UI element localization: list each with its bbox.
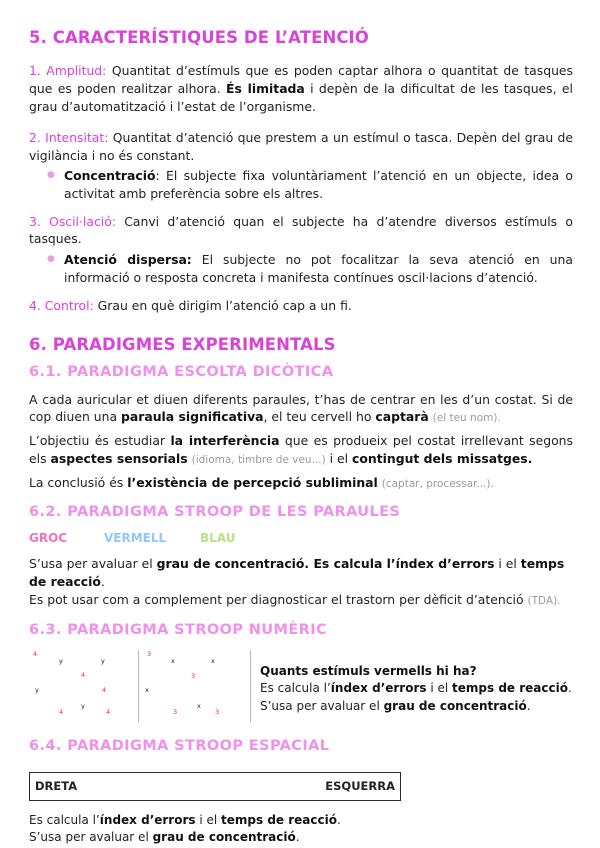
- note-span: (idioma, timbre de veu...): [191, 453, 326, 466]
- section-6-title: 6. PARADIGMES EXPERIMENTALS: [29, 334, 336, 354]
- bold-span: grau de concentració: [156, 556, 305, 572]
- grid-stimulus: x: [197, 701, 201, 710]
- bold-span: captarà: [375, 409, 429, 425]
- subsection-6-2-title: 6.2. PARADIGMA STROOP DE LES PARAULES: [29, 503, 401, 520]
- note-span: (captar, processar...).: [381, 477, 494, 490]
- bold-span: índex d’errors: [395, 556, 495, 572]
- grid-stimulus: y: [101, 656, 105, 665]
- stroop-word-blau: BLAU: [200, 531, 236, 546]
- concentracio-label: Concentració: [64, 168, 156, 184]
- text-span: A cada auricular et diuen diferents paraules, t’has de centrar en les d’un costat. Si de cop diuen una: [29, 391, 573, 425]
- grid-stimulus: y: [81, 701, 85, 710]
- text-span: .: [295, 829, 300, 844]
- stroop-numeric-block: [29, 650, 573, 722]
- bullet-dot-icon: ●: [47, 253, 55, 264]
- bold-span: l’existència de percepció subliminal: [127, 474, 378, 490]
- intensitat-text: Quantitat d’atenció que prestem a un estímul o tasca. Depèn del grau de vigilància i no és constant.: [29, 130, 574, 163]
- text-span: Es calcula l’: [29, 812, 100, 827]
- bullet-dot-icon: ●: [47, 170, 55, 181]
- text-span: que es produeix pel costat irrellevant segons els: [29, 433, 573, 466]
- grid-stimulus: y: [59, 656, 63, 665]
- text-span: .: [336, 812, 341, 827]
- bold-span: . Es calcula l’: [304, 556, 396, 572]
- spatial-word-esquerra: ESQUERRA: [325, 778, 395, 793]
- grid-stimulus: 3: [215, 707, 220, 716]
- amplitud-text: Quantitat d’estímuls que es poden captar alhora o quantitat de tasques que es poden realitzar alhora.: [29, 63, 574, 97]
- text-span: S’usa per avaluar el: [29, 556, 157, 572]
- grid-stimulus: 3: [191, 671, 196, 680]
- oscillacio-text: Canvi d’atenció quan el subjecte ha d’atendre diversos estímuls o tasques.: [29, 213, 573, 247]
- bold-span: temps de reacció: [29, 556, 565, 589]
- text-span: i el: [195, 812, 222, 827]
- amplitud-paragraph: [29, 62, 573, 115]
- amplitud-label: 1. Amplitud:: [29, 63, 107, 79]
- control-text: Grau en què dirigim l’atenció cap a un fi.: [93, 298, 352, 314]
- stroop-spatial-text: [29, 812, 573, 847]
- text-span: i el: [494, 556, 521, 572]
- stroop-words-row: [29, 530, 573, 547]
- stroop-spatial-bar: [29, 772, 401, 801]
- grid-stimulus: x: [171, 656, 175, 665]
- bold-span: índex d’errors: [99, 812, 196, 827]
- bold-span: temps de reacció: [452, 681, 568, 696]
- atencio-dispersa-bullet: [47, 251, 573, 286]
- text-span: i el: [426, 681, 453, 696]
- subsection-6-1-title: 6.1. PARADIGMA ESCOLTA DICÒTICA: [29, 364, 334, 381]
- text-span: Es calcula l’: [260, 681, 331, 696]
- subsection-6-3-title: 6.3. PARADIGMA STROOP NUMÈRIC: [29, 622, 328, 639]
- text-span: .: [100, 573, 105, 589]
- grid-stimulus: 4: [106, 707, 111, 716]
- section-5-title: 5. CARACTERÍSTIQUES DE L’ATENCIÓ: [29, 28, 369, 47]
- control-label: 4. Control:: [29, 298, 94, 314]
- grid-stimulus: 3: [173, 707, 178, 716]
- atencio-dispersa-label: Atenció dispersa:: [64, 251, 192, 267]
- grid-stimulus: 3: [147, 649, 152, 658]
- text-span: La conclusió és: [29, 474, 128, 490]
- text-span: , el teu cervell ho: [263, 409, 376, 425]
- bold-span: aspectes sensorials: [50, 450, 188, 466]
- stroop-numeric-grid-1: [29, 650, 139, 722]
- subsection-6-4-title: 6.4. PARADIGMA STROOP ESPACIAL: [29, 737, 330, 754]
- note-span: (TDA).: [527, 594, 561, 607]
- text-span: .: [526, 698, 531, 713]
- atencio-dispersa-text: El subjecte no pot focalitzar la seva atenció en una informació o resposta concreta i manifesta contínues oscil·lacions d’atenció.: [64, 251, 573, 285]
- spatial-word-dreta: DRETA: [35, 778, 78, 793]
- concentracio-text: : El subjecte fixa voluntàriament l’atenció en un objecte, idea o activitat amb preferència sobre els altres.: [64, 168, 573, 202]
- document-page: [29, 26, 573, 846]
- grid-stimulus: 4: [59, 707, 64, 716]
- intensitat-label: 2. Intensitat:: [29, 130, 109, 146]
- concentracio-bullet: [47, 167, 573, 202]
- grid-stimulus: y: [35, 685, 39, 694]
- bold-span: paraula significativa: [121, 409, 264, 425]
- escolta-paragraph-3: [29, 474, 573, 492]
- text-span: S’usa per avaluar el: [29, 829, 153, 844]
- escolta-paragraph-1: [29, 391, 573, 427]
- stroop-numeric-grid-2: [139, 650, 251, 722]
- bold-span: la interferència: [170, 433, 280, 449]
- amplitud-text-2: i depèn de la dificultat de les tasques, el grau d’automatització i l’estat de l’organisme.: [29, 81, 573, 114]
- bold-span: temps de reacció: [221, 812, 337, 827]
- stroop-numeric-text: [260, 650, 572, 722]
- amplitud-bold: És limitada: [226, 81, 305, 97]
- bold-span: contingut dels missatges.: [352, 450, 533, 466]
- grid-stimulus: 4: [81, 670, 86, 679]
- oscillacio-paragraph: [29, 213, 573, 248]
- grid-stimulus: 4: [102, 685, 107, 694]
- stroop-word-vermell: VERMELL: [104, 531, 167, 546]
- control-paragraph: [29, 297, 573, 315]
- escolta-paragraph-2: [29, 432, 573, 468]
- stroop-numeric-question: Quants estímuls vermells hi ha?: [260, 663, 477, 678]
- text-span: S’usa per avaluar el: [260, 698, 384, 713]
- bold-span: índex d’errors: [330, 681, 427, 696]
- bold-span: grau de concentració: [152, 829, 296, 844]
- bold-span: grau de concentració: [383, 698, 527, 713]
- text-span: L’objectiu és estudiar: [29, 433, 171, 449]
- text-span: Es pot usar com a complement per diagnosticar el trastorn per dèficit d’atenció: [29, 591, 528, 607]
- stroop-word-groc: GROC: [29, 531, 68, 546]
- stroop-paraules-line-2: [29, 591, 573, 609]
- grid-stimulus: 4: [33, 649, 38, 658]
- stroop-paraules-line-1: [29, 555, 573, 590]
- oscillacio-label: 3. Oscil·lació:: [29, 213, 116, 229]
- text-span: i el: [325, 450, 353, 466]
- text-span: .: [567, 681, 572, 696]
- intensitat-paragraph: [29, 129, 573, 164]
- grid-stimulus: x: [211, 656, 215, 665]
- grid-stimulus: x: [145, 685, 149, 694]
- note-span: (el teu nom).: [432, 412, 501, 425]
